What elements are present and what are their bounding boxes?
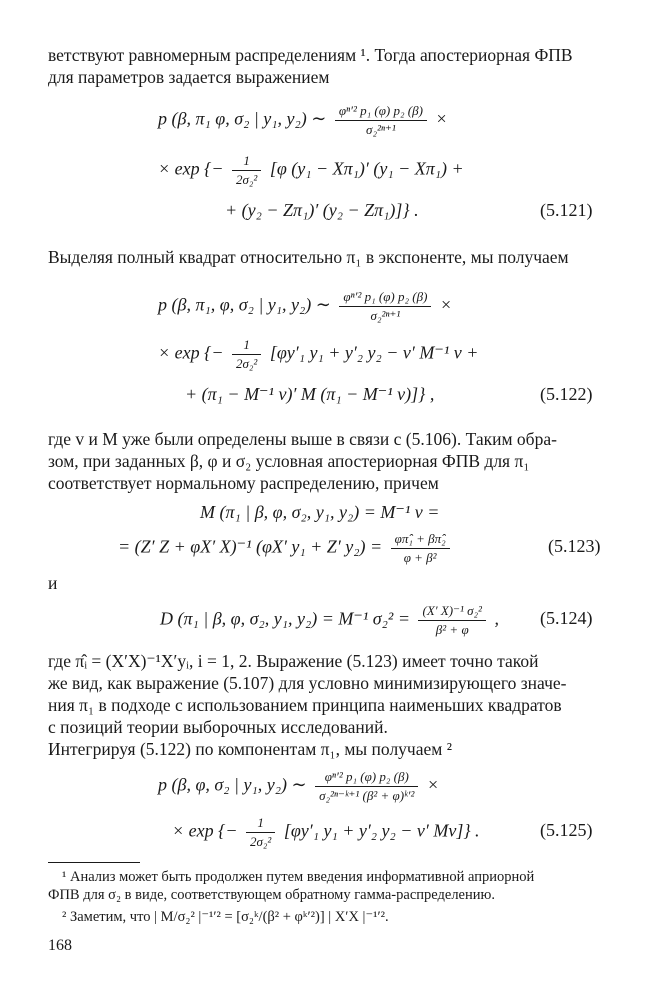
eq-5-121-fraction: $\frac{\text{φⁿ′² p₁ (φ) p₂ (β)}}{\text{σ₂²ⁿ⁺¹}}$ bbox=[335, 104, 427, 137]
paragraph-4-line-3: ния π₁ в подходе с использованием принципа наименьших квадратов bbox=[48, 695, 562, 715]
paragraph-1-line-1: ветствуют равномерным распределениям ¹. Тогда апостериорная ФПВ bbox=[48, 45, 573, 65]
eq-5-123-line-2: = (Z′ Z + φX′ X)⁻¹ (φX′ y₁ + Z′ y₂) = $\frac{\text{φπ̂₁ + βπ̂₂}}{\text{φ + β²}}$ bbox=[118, 532, 454, 565]
eq-5-125-line-2: × exp {− $\frac{1}{\text{2σ₂²}}$ [φy′₁ y₁ + y′₂ y₂ − v′ Mv]} . bbox=[172, 815, 480, 849]
eq-5-122-line-2: × exp {− $\frac{1}{\text{2σ₂²}}$ [φy′₁ y₁ + y′₂ y₂ − v′ M⁻¹ v + bbox=[158, 337, 479, 371]
paragraph-3-line-1: где v и M уже были определены выше в связи с (5.106). Таким обра- bbox=[48, 429, 557, 449]
eq-5-123-number: (5.123) bbox=[548, 536, 601, 556]
paragraph-1-line-2: для параметров задается выражением bbox=[48, 67, 330, 87]
paragraph-4-line-1: где π̂ᵢ = (X′X)⁻¹X′yᵢ, i = 1, 2. Выражение (5.123) имеет точно такой bbox=[48, 651, 539, 671]
eq-5-121-line-2: × exp {− $\frac{1}{\text{2σ₂²}}$ [φ (y₁ − Xπ₁)′ (y₁ − Xπ₁) + bbox=[158, 153, 464, 187]
eq-5-122-line-3: + (π₁ − M⁻¹ v)′ M (π₁ − M⁻¹ v)]} , bbox=[185, 384, 435, 404]
paragraph-3-line-3: соответствует нормальному распределению, причем bbox=[48, 473, 439, 493]
page-number: 168 bbox=[48, 937, 72, 954]
conjunction-and: и bbox=[48, 573, 58, 593]
eq-5-121-lhs: p (β, π₁ φ, σ₂ | y₁, y₂) ∼ bbox=[158, 108, 327, 129]
eq-5-121-line-3: + (y₂ − Zπ₁)′ (y₂ − Zπ₁)]} . bbox=[225, 200, 419, 220]
eq-5-121-number: (5.121) bbox=[540, 200, 593, 220]
footnote-1-line-1: ¹ Анализ может быть продолжен путем введения информативной априорной bbox=[62, 869, 535, 885]
eq-5-121-line-1: p (β, π₁ φ, σ₂ | y₁, y₂) ∼ $\frac{\text{φⁿ′² p₁ (φ) p₂ (β)}}{\text{σ₂²ⁿ⁺¹}}$ × bbox=[158, 103, 448, 137]
eq-5-125-number: (5.125) bbox=[540, 820, 593, 840]
footnote-rule bbox=[48, 862, 140, 863]
paragraph-3-line-2: зом, при заданных β, φ и σ₂ условная апостериорная ФПВ для π₁ bbox=[48, 451, 530, 471]
paragraph-2: Выделяя полный квадрат относительно π₁ в экспоненте, мы получаем bbox=[48, 247, 569, 267]
paragraph-5: Интегрируя (5.122) по компонентам π₁, мы получаем ² bbox=[48, 739, 452, 759]
paragraph-4-line-4: с позиций теории выборочных исследований. bbox=[48, 717, 388, 737]
paragraph-4-line-2: же вид, как выражение (5.107) для условно минимизирующего значе- bbox=[48, 673, 567, 693]
eq-5-125-line-1: p (β, φ, σ₂ | y₁, y₂) ∼ $\frac{\text{φⁿ′² p₁ (φ) p₂ (β)}}{\text{σ₂²ⁿ⁻ᵏ⁺¹ (β² + φ)ᵏ′²}}$ × bbox=[158, 769, 440, 803]
footnote-1-line-2: ФПВ для σ₂ в виде, соответствующем обратному гамма-распределению. bbox=[48, 887, 495, 903]
footnote-2: ² Заметим, что | M/σ₂² |⁻¹′² = [σ₂ᵏ/(β² + φᵏ′²)] | X′X |⁻¹′². bbox=[62, 909, 389, 925]
eq-5-124-number: (5.124) bbox=[540, 608, 593, 628]
eq-5-123-line-1: M (π₁ | β, φ, σ₂, y₁, y₂) = M⁻¹ v = bbox=[200, 502, 440, 522]
eq-5-124: D (π₁ | β, φ, σ₂, y₁, y₂) = M⁻¹ σ₂² = $\frac{\text{(X′ X)⁻¹ σ₂²}}{\text{β² + φ}}$ , bbox=[160, 603, 499, 637]
eq-5-122-number: (5.122) bbox=[540, 384, 593, 404]
eq-5-122-line-1: p (β, π₁, φ, σ₂ | y₁, y₂) ∼ $\frac{\text{φⁿ′² p₁ (φ) p₂ (β)}}{\text{σ₂²ⁿ⁺¹}}$ × bbox=[158, 289, 453, 323]
